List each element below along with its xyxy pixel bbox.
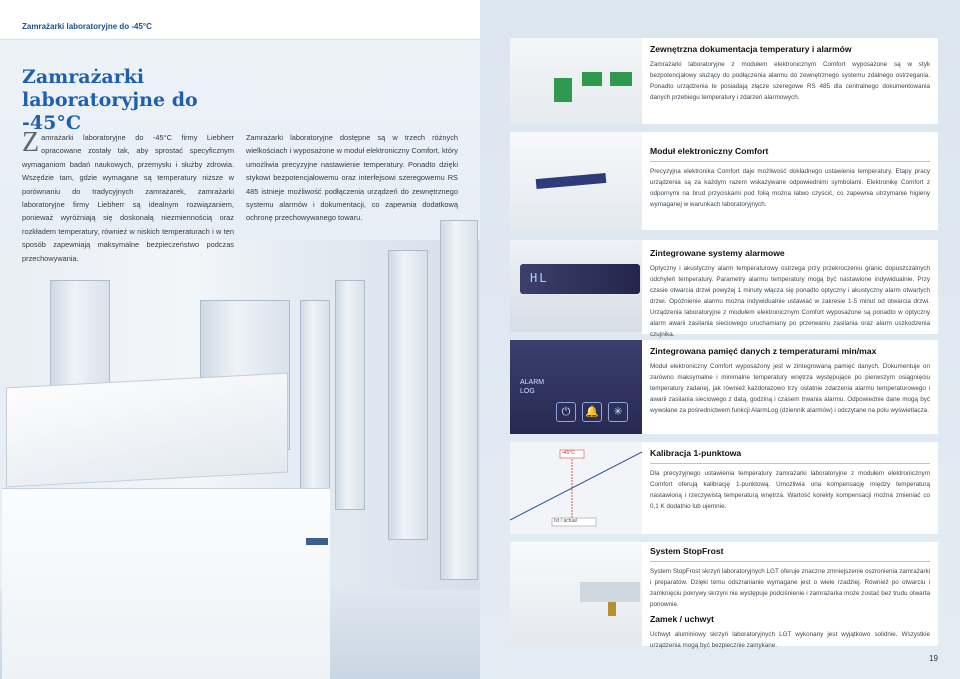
handle [580,582,640,602]
light-icon: ✳ [608,402,628,422]
corridor-door [388,250,428,540]
calib-top-label: -45°C [562,450,575,456]
key-icon [608,602,616,616]
divider [650,561,930,562]
panel-body: Moduł elektroniczny Comfort wyposażony jest w zintegrowaną pamięć danych. Dokumentuje on zarówno maksymalne i minimalne temperatury wnętrza występujące po pierwszym osiągnięciu temperatury zadanej, jak również każdorazowo trzy ostatnie zdarzenia alarmu temperaturowego i awarii zasilania sieciowego z datą, godziną i czasem trwania alarmu. Odpowiednie dane mogą być wywołane za pośrednictwem funkcji AlarmLog (dziennik alarmów) i odczytane na polu wyświetlacza. [650,363,930,414]
panel-body: System StopFrost skrzyń laboratoryjnych LGT oferuje znaczne zmniejszenie oszronienia zamrażarki i preparatów. Dzięki temu odszranianie wymagane jest o wiele rzadziej. Również po otwarciu i zamknięciu pokrywy skrzyni nie występuje podciśnienie i zamrażarka może zostać bez trudu otwarta ponownie. [650,568,930,608]
intro-column-2: Zamrażarki laboratoryjne dostępne są w trzech różnych wielkościach i wyposażone w moduł elektroniczny Comfort, który umożliwia precyzyjne nastawienie temperatury. Ponadto dzięki stykowi bezpotencjałowemu oraz interfejsowi szeregowemu RS 485 istnieje możliwość podłączenia urządzeń do zewnętrznego systemu alarmów i dokumentacji, co zapewnia dodatkową ochronę przechowywanego towaru. [246,133,458,223]
page-title: Zamrażarki laboratoryjne do -45°C [22,66,198,134]
connector-photo [510,38,642,124]
bell-icon: 🔔 [582,402,602,422]
panel-title: Moduł elektroniczny Comfort [650,146,769,156]
panel-data-memory [642,340,938,434]
top-bar [0,0,480,40]
running-head: Zamrażarki laboratoryjne do -45°C [22,22,152,31]
divider [650,161,930,162]
power-icon: ⏻ [556,402,576,422]
alarm-log-label: ALARM LOG [520,379,545,395]
brand-plate [306,538,328,545]
corridor-door [335,280,365,510]
panel-title: System StopFrost [650,546,724,556]
panel-body-2: Uchwyt aluminiowy skrzyń laboratoryjnych LGT wykonany jest wyjątkowo solidnie. Wszystkie urządzenia mogą być bezpiecznie zamykane. [650,631,930,649]
freezer-lid [6,373,288,488]
calib-bottom-label: Ist / actual [554,518,577,524]
panel-stopfrost [642,542,938,649]
panel-title: Zintegrowana pamięć danych z temperaturami min/max [650,346,877,356]
divider [650,463,930,464]
panel-comfort-module [642,132,938,230]
intro-column-1 [22,127,234,265]
green-connector-icon [610,72,632,86]
chest-freezer [2,488,330,679]
panel-alarm-systems [642,240,938,338]
control-panel-photo [510,132,642,230]
panel-body: Precyzyjna elektronika Comfort daje możliwość dokładnego ustawienia temperatury. Etapy pracy urządzenia są za każdym razem wskazywane odpowiednimi symbolami. Elektronikę Comfort z odpornymi na brud przyciskami pod folią można łatwo czyścić, co zapewnia utrzymanie higieny wymaganej w warunkach laboratoryjnych. [650,168,930,208]
panel-external-doc [642,38,938,124]
panel-title: Zintegrowane systemy alarmowe [650,248,785,258]
panel-title: Kalibracja 1-punktowa [650,448,742,458]
intro-text-1: amrażarki laboratoryjne do -45°C firmy Liebherr opracowane zostały tak, aby sprostać specyficznym wymaganiom badań naukowych, przemysłu i służby zdrowia. Wszędzie tam, gdzie wymagane są temperatury niższe w porównaniu do tradycyjnych zamrażarek, zamrażarki laboratoryjne firmy Liebherr są idealnym rozwiązaniem, ponieważ wyróżniają się doskonałą niezmiennością oraz rozkładem temperatury, również w niskich temperaturach i w ten sposób zapewniają maksymalne bezpieczeństwo podczas przechowywania. [22,133,234,263]
alarm-log-panel [510,340,642,434]
panel-calibration [642,442,938,534]
page-number: 19 [929,654,938,663]
corridor-door [440,220,478,580]
panel-body: Dla precyzyjnego ustawienia temperatury zamrażarki laboratoryjne z modułem elektronicznym Comfort oferują kalibrację 1-punktową. Umożliwia ona kompensację między temperaturą nastawioną i rzeczywistą temperaturą wnętrza. Wartość korekty kompensacji można zmieniać co 0,1 K dodatnio lub ujemnie. [650,470,930,510]
control-strip [536,173,607,189]
panel-title: Zewnętrzna dokumentacja temperatury i alarmów [650,44,852,54]
panel-body: Zamrażarki laboratoryjne z modułem elektronicznym Comfort wyposażone są w styk bezpotencjałowy służący do podłączenia alarmu do zewnętrznego systemu zdalnego ostrzegania. Ponadto urządzenia te posiadają złącze szeregowe RS 485 dla centralnego dokumentowania danych przebiegu temperatury i zdarzeń alarmowych. [650,61,930,101]
display-readout: HL [530,271,549,285]
lock-photo [510,542,642,646]
green-connector-icon [582,72,602,86]
corridor-door [300,300,330,500]
calibration-graph [510,442,642,534]
calibration-line [510,452,642,520]
panel-subtitle: Zamek / uchwyt [650,614,714,624]
temperature-display [520,264,640,294]
drop-cap: Z [22,127,40,158]
green-connector-icon [554,78,572,102]
panel-body: Optyczny i akustyczny alarm temperaturowy ostrzega przy przekroczeniu granic dopuszczalnych odchyleń temperatury. Parametry alarmu temperatury mogą być nastawione indywidualnie. Przy czasie otwarcia drzwi powyżej 1 minuty włącza się ponadto optyczny i akustyczny alarm otwartych drzwi. Opóźnienie alarmu można indywidualnie ustawiać w zakresie 1-5 minut od otwarcia drzwi. Urządzenia laboratoryjne z modułem elektronicznym Comfort wyposażone są ponadto w optyczny alarm awarii zasilania sieciowego uruchamiany po przerwaniu zasilania oraz alarm uszkodzenia czujnika. [650,265,930,338]
